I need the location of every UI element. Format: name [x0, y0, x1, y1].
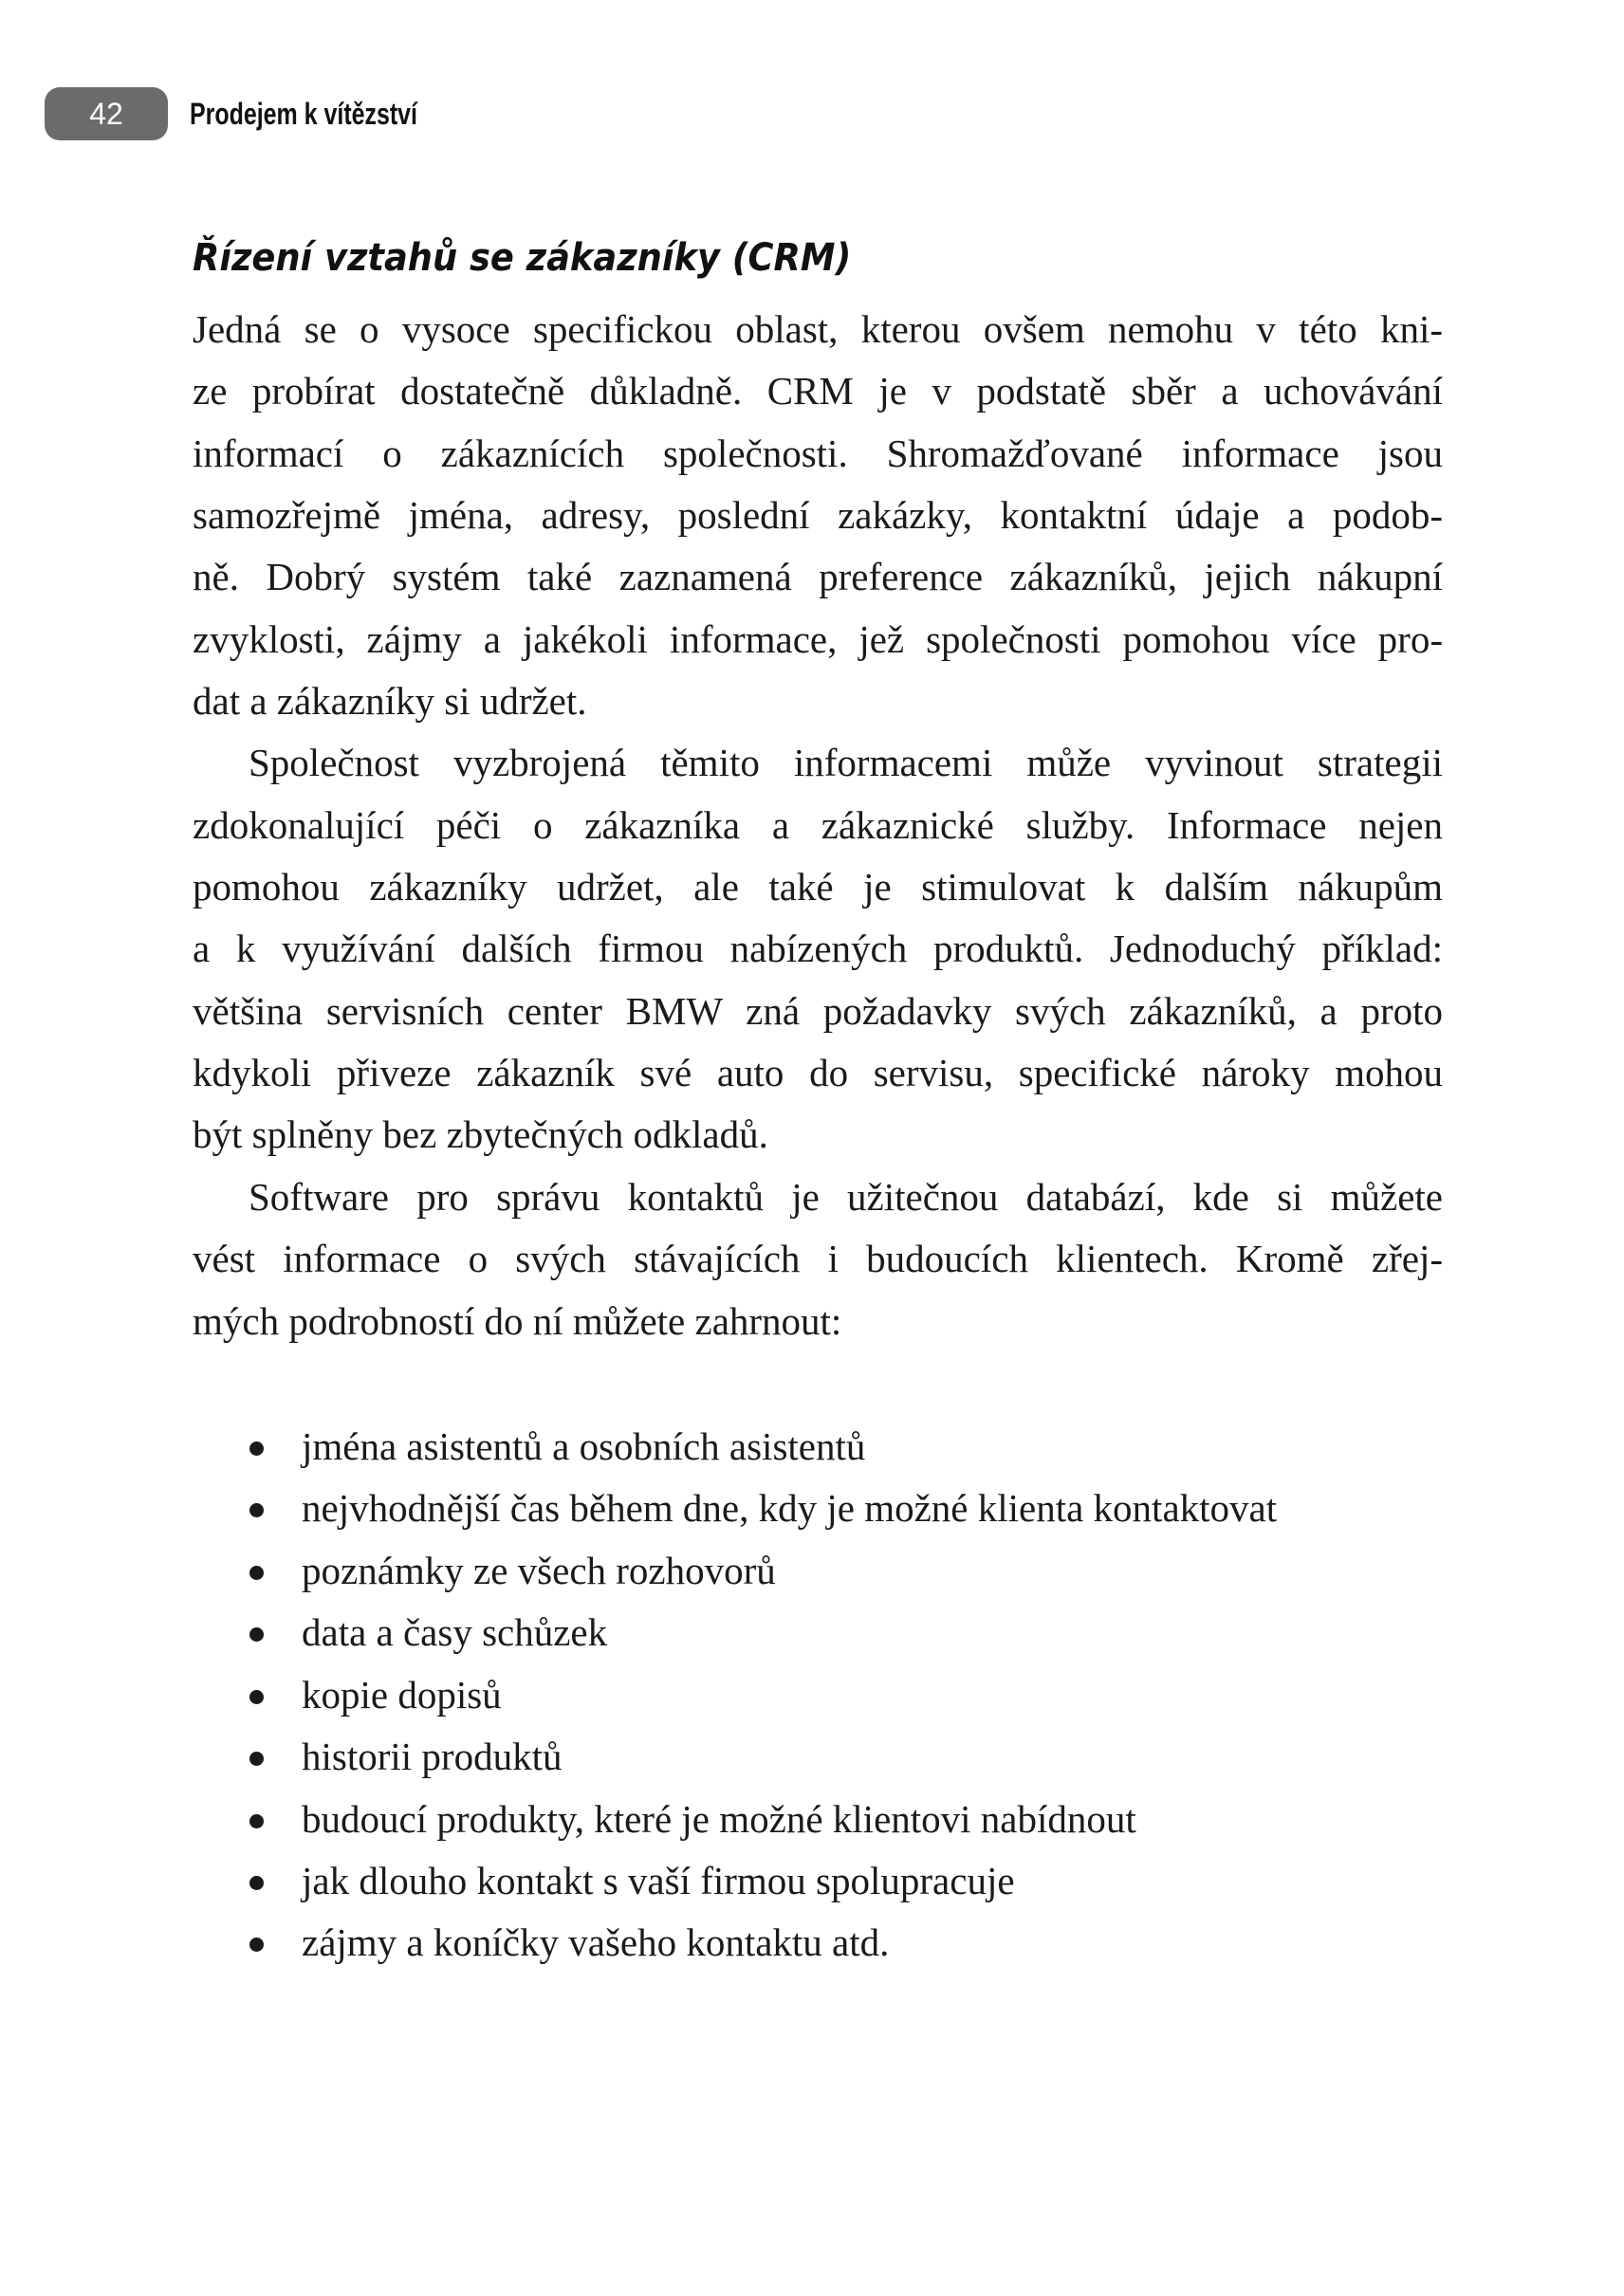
list-item-text: poznámky ze všech rozhovorů	[302, 1549, 776, 1592]
paragraph-line: a k využívání dalších firmou nabízených produktů. Jednoduchý příklad:	[193, 927, 1443, 970]
paragraph-line: kdykoli přiveze zákazník své auto do servisu, specifické nároky mohou	[193, 1051, 1443, 1094]
list-item-text: data a časy schůzek	[302, 1610, 608, 1654]
list-item-text: kopie dopisů	[302, 1673, 502, 1717]
page-number-badge: 42	[45, 87, 168, 140]
paragraph-line: být splněny bez zbytečných odkladů.	[193, 1112, 768, 1156]
list-item-text: jména asistentů a osobních asistentů	[302, 1424, 866, 1468]
bullet-icon	[249, 1690, 264, 1704]
paragraph-line: zdokonalující péči o zákazníka a zákaznické služby. Informace nejen	[193, 803, 1443, 847]
paragraph-line: Společnost vyzbrojená těmito informacemi může vyvinout strategii	[249, 741, 1443, 784]
paragraph-line: dat a zákazníky si udržet.	[193, 679, 587, 723]
paragraph-line: Software pro správu kontaktů je užitečnou databází, kde si můžete	[249, 1175, 1443, 1219]
list-item-text: historii produktů	[302, 1735, 563, 1778]
paragraph-line: zvyklosti, zájmy a jakékoli informace, jež společnosti pomohou více pro-	[193, 617, 1443, 661]
list-item	[249, 1547, 1388, 1594]
running-header-title: Prodejem k vítězství	[190, 97, 417, 131]
paragraph-line: většina servisních center BMW zná požadavky svých zákazníků, a proto	[193, 989, 1443, 1033]
paragraph-line: pomohou zákazníky udržet, ale také je stimulovat k dalším nákupům	[193, 865, 1443, 909]
bullet-icon	[249, 1938, 264, 1952]
paragraph-line: mých podrobností do ní můžete zahrnout:	[193, 1299, 842, 1343]
list-item	[249, 1733, 1388, 1780]
list-item-text: jak dlouho kontakt s vaší firmou spolupracuje	[302, 1859, 1015, 1902]
paragraph-line: samozřejmě jména, adresy, poslední zakázky, kontaktní údaje a podob-	[193, 493, 1443, 537]
list-item-text: nejvhodnější čas během dne, kdy je možné klienta kontaktovat	[302, 1486, 1278, 1530]
bullet-icon	[249, 1627, 264, 1642]
paragraph-line: ně. Dobrý systém také zaznamená preference zákazníků, jejich nákupní	[193, 555, 1443, 598]
list-item	[249, 1795, 1388, 1843]
bullet-icon	[249, 1752, 264, 1766]
list-item	[249, 1671, 1388, 1718]
bullet-icon	[249, 1876, 264, 1890]
list-item	[249, 1423, 1388, 1470]
list-item	[249, 1919, 1388, 1966]
bullet-icon	[249, 1566, 264, 1580]
paragraph-line: vést informace o svých stávajících i budoucích klientech. Kromě zřej-	[193, 1237, 1443, 1280]
list-item-text: zájmy a koníčky vašeho kontaktu atd.	[302, 1920, 890, 1964]
bullet-icon	[249, 1503, 264, 1517]
paragraph-line: Jedná se o vysoce specifickou oblast, kterou ovšem nemohu v této kni-	[193, 307, 1443, 351]
list-item	[249, 1857, 1388, 1904]
list-item	[249, 1608, 1388, 1656]
list-item	[249, 1484, 1388, 1532]
paragraph-line: ze probírat dostatečně důkladně. CRM je v podstatě sběr a uchovávání	[193, 369, 1443, 413]
bullet-icon	[249, 1442, 264, 1456]
bullet-icon	[249, 1814, 264, 1828]
paragraph-line: informací o zákaznících společnosti. Shromažďované informace jsou	[193, 432, 1443, 475]
section-heading: Řízení vztahů se zákazníky (CRM)	[193, 236, 852, 280]
list-item-text: budoucí produkty, které je možné klientovi nabídnout	[302, 1797, 1136, 1841]
